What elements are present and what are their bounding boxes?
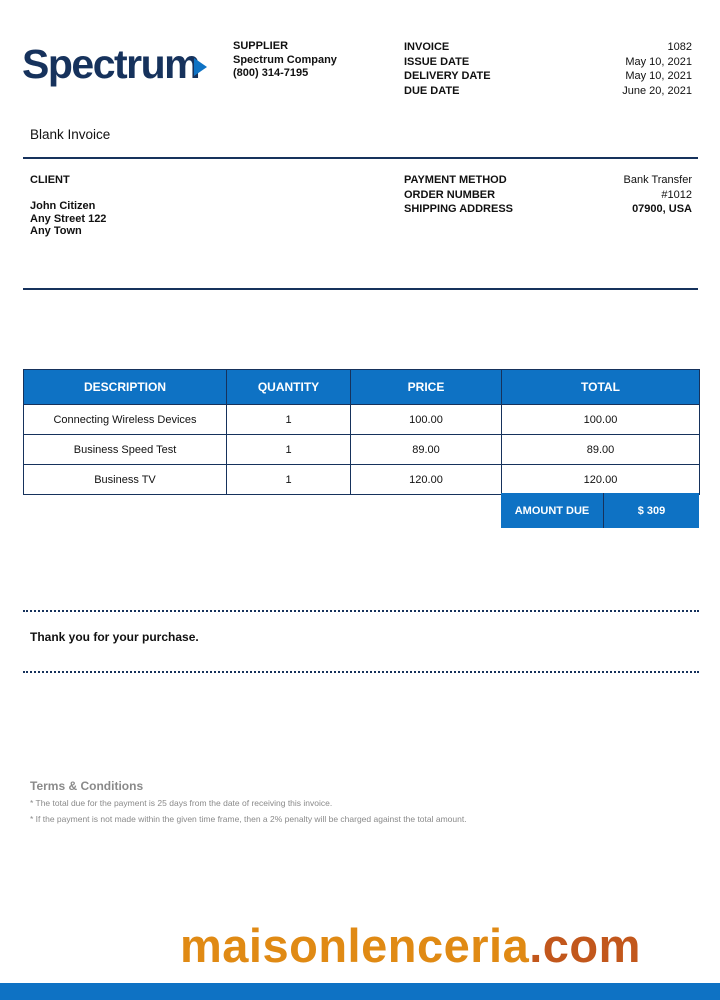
supplier-label: SUPPLIER: [233, 40, 289, 52]
table-row: [24, 465, 700, 495]
order-number-label: ORDER NUMBER: [404, 188, 496, 201]
terms-item: * The total due for the payment is 25 days from the date of receiving this invoice.: [30, 798, 333, 808]
client-street: Any Street 122: [30, 212, 107, 225]
dotted-divider-top: [23, 610, 699, 612]
document-title: Blank Invoice: [30, 127, 111, 142]
client-divider: [23, 288, 698, 290]
amount-due-label: AMOUNT DUE: [501, 493, 604, 528]
payment-info-values: [624, 173, 692, 217]
cell-description: Business Speed Test: [24, 435, 227, 465]
cell-price: 100.00: [351, 405, 502, 435]
watermark-tld: .com: [529, 919, 641, 972]
client-town: Any Town: [30, 225, 82, 237]
cell-total: 89.00: [502, 435, 700, 465]
header-total: TOTAL: [502, 370, 700, 405]
cell-quantity: 1: [227, 435, 351, 465]
due-date-label: DUE DATE: [404, 84, 460, 97]
footer-bar: [0, 983, 720, 1000]
invoice-info-values: [622, 40, 692, 98]
logo-arrow-icon: [194, 58, 207, 76]
cell-price: 120.00: [351, 465, 502, 495]
supplier-phone: (800) 314-7195: [233, 67, 309, 79]
table-row: [24, 435, 700, 465]
delivery-date-label: DELIVERY DATE: [404, 70, 491, 82]
header-divider: [23, 157, 698, 159]
table-header-row: [24, 370, 700, 405]
order-number-value: #1012: [661, 188, 692, 201]
payment-info-labels: [404, 173, 513, 217]
watermark-name: maisonlenceria: [180, 919, 530, 972]
invoice-info-labels: [404, 40, 491, 98]
supplier-company: Spectrum Company: [233, 53, 337, 66]
header-quantity: QUANTITY: [227, 370, 351, 405]
watermark: [180, 919, 641, 972]
cell-total: 120.00: [502, 465, 700, 495]
cell-quantity: 1: [227, 405, 351, 435]
payment-method-value: Bank Transfer: [623, 174, 692, 186]
dotted-divider-bottom: [23, 671, 699, 673]
delivery-date-value: May 10, 2021: [625, 70, 692, 82]
cell-total: 100.00: [502, 405, 700, 435]
terms-item: * If the payment is not made within the given time frame, then a 2% penalty will be charged against the total amount.: [30, 814, 467, 824]
issue-date-value: May 10, 2021: [625, 55, 692, 68]
issue-date-label: ISSUE DATE: [404, 55, 470, 68]
due-date-value: June 20, 2021: [622, 84, 692, 97]
supplier-block: [233, 40, 337, 81]
header-description: DESCRIPTION: [24, 370, 227, 405]
cell-description: Connecting Wireless Devices: [24, 405, 227, 435]
table-row: [24, 405, 700, 435]
invoice-number-label: INVOICE: [404, 41, 450, 53]
thank-you-note: Thank you for your purchase.: [30, 630, 199, 644]
spectrum-logo: [22, 41, 200, 87]
items-table: [23, 369, 700, 495]
header-price: PRICE: [351, 370, 502, 405]
amount-due-value: $ 309: [637, 504, 666, 517]
logo-wordmark: Spectrum: [22, 41, 200, 87]
shipping-address-label: SHIPPING ADDRESS: [404, 203, 514, 215]
cell-price: 89.00: [351, 435, 502, 465]
invoice-number-value: 1082: [667, 41, 692, 53]
amount-due-box: [501, 493, 699, 528]
client-address: [30, 200, 106, 238]
terms-title: Terms & Conditions: [30, 779, 144, 793]
cell-description: Business TV: [24, 465, 227, 495]
payment-method-label: PAYMENT METHOD: [404, 174, 507, 186]
client-name: John Citizen: [30, 200, 96, 212]
shipping-address-value: 07900, USA: [632, 203, 692, 215]
client-label: CLIENT: [30, 174, 70, 186]
cell-quantity: 1: [227, 465, 351, 495]
